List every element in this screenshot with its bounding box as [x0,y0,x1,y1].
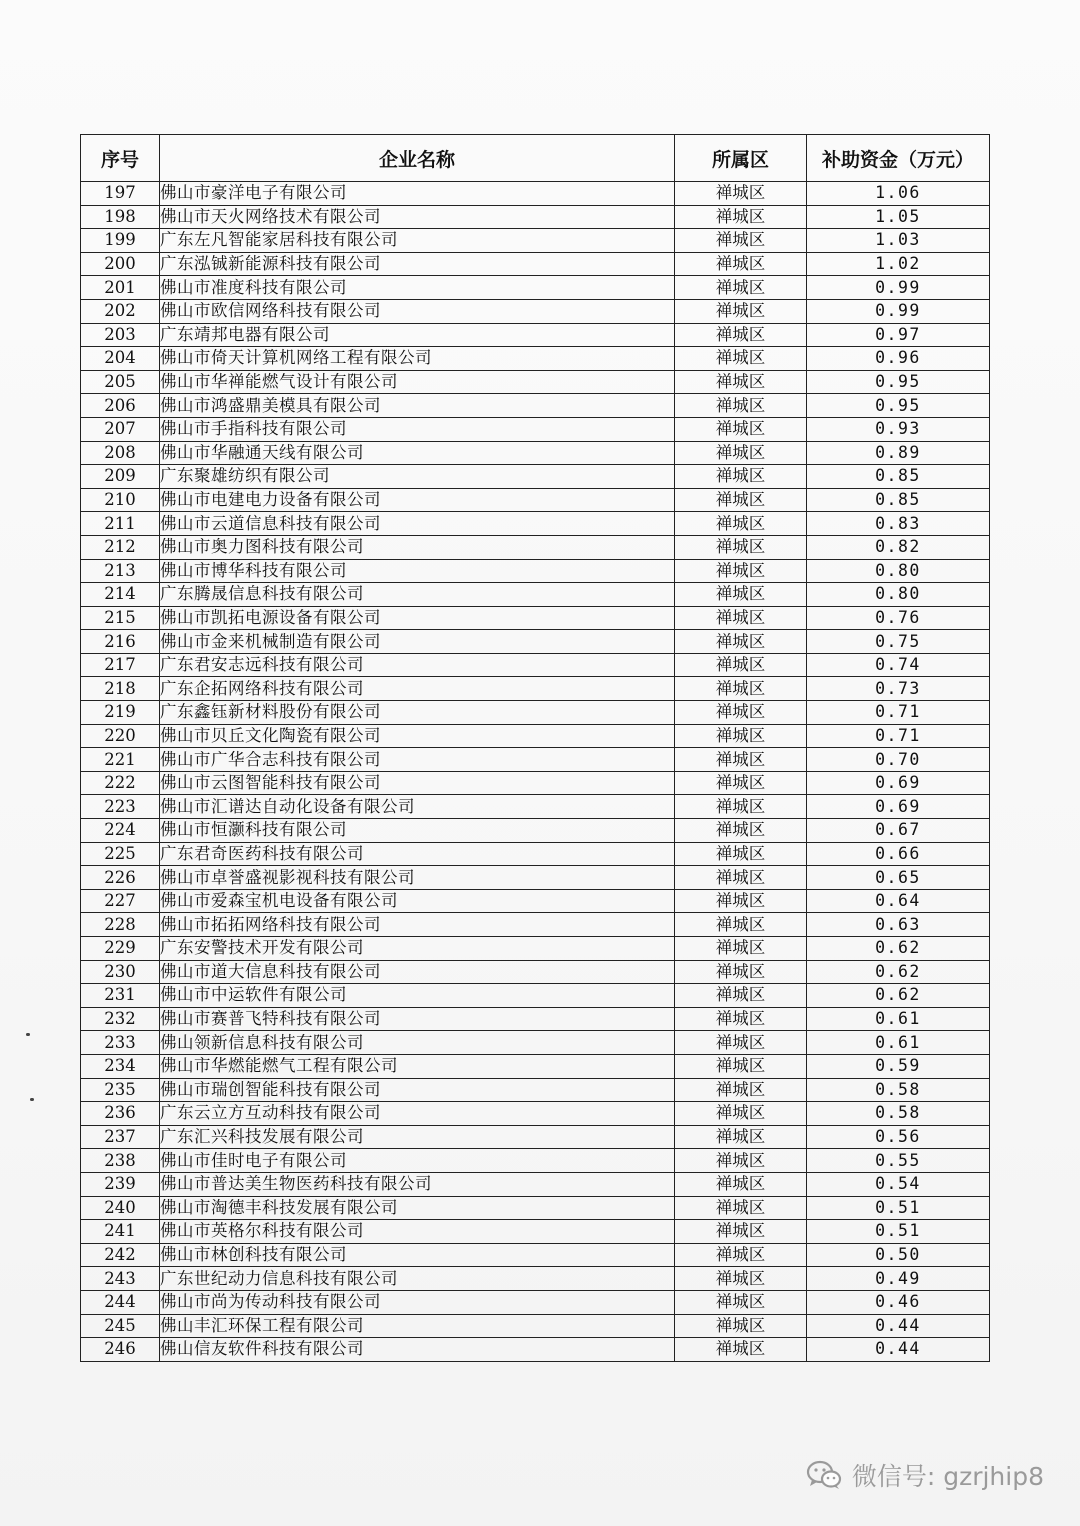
row-company-name: 佛山信友软件科技有限公司 [160,1338,675,1362]
row-no: 221 [81,748,160,772]
row-no: 241 [81,1220,160,1244]
row-amount: 1.05 [807,205,990,229]
table-row [81,1054,990,1078]
row-no: 226 [81,866,160,890]
row-amount: 0.89 [807,441,990,465]
row-district: 禅城区 [675,559,807,583]
table-row [81,465,990,489]
table-header-row [81,135,990,182]
table-row [81,866,990,890]
row-amount: 0.97 [807,323,990,347]
row-district: 禅城区 [675,889,807,913]
table-row [81,583,990,607]
table-row [81,1290,990,1314]
row-company-name: 佛山市奥力图科技有限公司 [160,535,675,559]
row-company-name: 佛山市佳时电子有限公司 [160,1149,675,1173]
table-row [81,1314,990,1338]
row-amount: 0.83 [807,512,990,536]
row-district: 禅城区 [675,299,807,323]
row-amount: 0.99 [807,276,990,300]
row-company-name: 佛山市广华合志科技有限公司 [160,748,675,772]
row-amount: 0.49 [807,1267,990,1291]
row-amount: 0.71 [807,701,990,725]
header-no: 序号 [81,135,160,182]
row-no: 218 [81,677,160,701]
row-district: 禅城区 [675,1196,807,1220]
row-amount: 0.73 [807,677,990,701]
table-row [81,701,990,725]
row-amount: 0.66 [807,842,990,866]
row-amount: 1.02 [807,252,990,276]
scan-speck [30,1098,34,1101]
row-company-name: 广东安警技术开发有限公司 [160,937,675,961]
row-amount: 0.95 [807,370,990,394]
row-amount: 0.50 [807,1243,990,1267]
row-amount: 0.51 [807,1196,990,1220]
row-district: 禅城区 [675,1267,807,1291]
row-no: 231 [81,984,160,1008]
table-row [81,347,990,371]
table-row [81,559,990,583]
row-district: 禅城区 [675,1243,807,1267]
row-company-name: 广东左凡智能家居科技有限公司 [160,229,675,253]
row-district: 禅城区 [675,441,807,465]
row-district: 禅城区 [675,205,807,229]
table-row [81,913,990,937]
row-district: 禅城区 [675,1102,807,1126]
row-no: 201 [81,276,160,300]
table-row [81,795,990,819]
row-district: 禅城区 [675,512,807,536]
table-row [81,1125,990,1149]
row-amount: 0.61 [807,1031,990,1055]
row-amount: 0.85 [807,465,990,489]
row-district: 禅城区 [675,394,807,418]
row-amount: 0.69 [807,795,990,819]
header-amount: 补助资金（万元） [807,135,990,182]
table-row [81,1172,990,1196]
row-company-name: 佛山市尚为传动科技有限公司 [160,1290,675,1314]
row-company-name: 佛山市倚天计算机网络工程有限公司 [160,347,675,371]
table-row [81,653,990,677]
row-no: 246 [81,1338,160,1362]
row-district: 禅城区 [675,771,807,795]
row-amount: 0.85 [807,488,990,512]
row-no: 243 [81,1267,160,1291]
row-amount: 0.58 [807,1102,990,1126]
row-company-name: 佛山市云道信息科技有限公司 [160,512,675,536]
row-amount: 0.76 [807,606,990,630]
table-body [81,182,990,1362]
row-amount: 0.67 [807,819,990,843]
row-no: 229 [81,937,160,961]
table-row [81,819,990,843]
row-no: 224 [81,819,160,843]
row-no: 202 [81,299,160,323]
header-district: 所属区 [675,135,807,182]
row-no: 220 [81,724,160,748]
row-no: 223 [81,795,160,819]
row-district: 禅城区 [675,748,807,772]
header-company-name: 企业名称 [160,135,675,182]
row-company-name: 佛山市华禅能燃气设计有限公司 [160,370,675,394]
row-no: 215 [81,606,160,630]
row-amount: 1.03 [807,229,990,253]
table-row [81,205,990,229]
row-amount: 0.44 [807,1314,990,1338]
row-amount: 0.99 [807,299,990,323]
row-company-name: 广东腾晟信息科技有限公司 [160,583,675,607]
row-district: 禅城区 [675,465,807,489]
row-amount: 0.75 [807,630,990,654]
table-row [81,1196,990,1220]
wechat-icon [806,1460,842,1490]
row-company-name: 佛山市林创科技有限公司 [160,1243,675,1267]
table-row [81,417,990,441]
row-no: 198 [81,205,160,229]
table-row [81,370,990,394]
row-amount: 0.69 [807,771,990,795]
row-no: 204 [81,347,160,371]
table-row [81,724,990,748]
row-district: 禅城区 [675,1054,807,1078]
row-district: 禅城区 [675,960,807,984]
row-amount: 0.62 [807,984,990,1008]
row-district: 禅城区 [675,1125,807,1149]
row-amount: 0.62 [807,960,990,984]
row-amount: 0.51 [807,1220,990,1244]
row-amount: 0.70 [807,748,990,772]
row-no: 211 [81,512,160,536]
row-district: 禅城区 [675,677,807,701]
table-row [81,488,990,512]
row-district: 禅城区 [675,276,807,300]
row-amount: 0.65 [807,866,990,890]
row-amount: 0.80 [807,583,990,607]
row-amount: 0.62 [807,937,990,961]
row-no: 227 [81,889,160,913]
row-no: 214 [81,583,160,607]
table-row [81,1267,990,1291]
row-company-name: 广东君奇医药科技有限公司 [160,842,675,866]
table-row [81,1338,990,1362]
row-district: 禅城区 [675,535,807,559]
row-no: 203 [81,323,160,347]
table-row [81,606,990,630]
row-district: 禅城区 [675,1290,807,1314]
row-no: 205 [81,370,160,394]
row-no: 219 [81,701,160,725]
row-district: 禅城区 [675,182,807,206]
row-company-name: 佛山市手指科技有限公司 [160,417,675,441]
row-no: 225 [81,842,160,866]
row-no: 199 [81,229,160,253]
row-district: 禅城区 [675,1314,807,1338]
row-company-name: 佛山市凯拓电源设备有限公司 [160,606,675,630]
row-no: 200 [81,252,160,276]
row-amount: 0.93 [807,417,990,441]
row-company-name: 佛山市爱森宝机电设备有限公司 [160,889,675,913]
row-amount: 0.59 [807,1054,990,1078]
row-no: 208 [81,441,160,465]
table-row [81,771,990,795]
row-company-name: 佛山市贝丘文化陶瓷有限公司 [160,724,675,748]
row-amount: 0.56 [807,1125,990,1149]
row-no: 233 [81,1031,160,1055]
row-amount: 0.71 [807,724,990,748]
row-district: 禅城区 [675,842,807,866]
row-no: 235 [81,1078,160,1102]
subsidy-table [80,134,990,1362]
table-row [81,630,990,654]
row-no: 197 [81,182,160,206]
row-district: 禅城区 [675,488,807,512]
row-no: 206 [81,394,160,418]
row-company-name: 佛山市博华科技有限公司 [160,559,675,583]
row-no: 216 [81,630,160,654]
watermark-text: 微信号: gzrjhip8 [851,1462,1044,1491]
scan-speck [26,1033,30,1036]
row-company-name: 佛山市金来机械制造有限公司 [160,630,675,654]
table-row [81,323,990,347]
row-company-name: 佛山市淘德丰科技发展有限公司 [160,1196,675,1220]
table-row [81,937,990,961]
row-company-name: 佛山市卓誉盛视影视科技有限公司 [160,866,675,890]
row-company-name: 佛山市欧信网络科技有限公司 [160,299,675,323]
table-row [81,182,990,206]
table-row [81,299,990,323]
row-company-name: 佛山市英格尔科技有限公司 [160,1220,675,1244]
row-no: 240 [81,1196,160,1220]
row-district: 禅城区 [675,913,807,937]
row-amount: 1.06 [807,182,990,206]
row-district: 禅城区 [675,229,807,253]
row-amount: 0.63 [807,913,990,937]
row-company-name: 广东鑫钰新材料股份有限公司 [160,701,675,725]
row-no: 238 [81,1149,160,1173]
row-company-name: 佛山市天火网络技术有限公司 [160,205,675,229]
row-amount: 0.46 [807,1290,990,1314]
table-row [81,677,990,701]
row-company-name: 佛山市准度科技有限公司 [160,276,675,300]
row-company-name: 广东君安志远科技有限公司 [160,653,675,677]
row-district: 禅城区 [675,347,807,371]
table-row [81,535,990,559]
row-no: 212 [81,535,160,559]
row-district: 禅城区 [675,583,807,607]
row-district: 禅城区 [675,1149,807,1173]
row-company-name: 佛山市拓拓网络科技有限公司 [160,913,675,937]
table-row [81,1078,990,1102]
row-no: 222 [81,771,160,795]
row-company-name: 佛山市华燃能燃气工程有限公司 [160,1054,675,1078]
table-row [81,1149,990,1173]
row-company-name: 佛山丰汇环保工程有限公司 [160,1314,675,1338]
row-amount: 0.58 [807,1078,990,1102]
table-row [81,889,990,913]
table-row [81,512,990,536]
row-company-name: 广东聚雄纺织有限公司 [160,465,675,489]
row-amount: 0.74 [807,653,990,677]
table-row [81,229,990,253]
table-row [81,1102,990,1126]
row-no: 242 [81,1243,160,1267]
row-no: 209 [81,465,160,489]
row-amount: 0.82 [807,535,990,559]
row-company-name: 广东泓铖新能源科技有限公司 [160,252,675,276]
row-company-name: 佛山领新信息科技有限公司 [160,1031,675,1055]
row-amount: 0.80 [807,559,990,583]
row-amount: 0.64 [807,889,990,913]
row-amount: 0.54 [807,1172,990,1196]
row-no: 232 [81,1007,160,1031]
row-company-name: 佛山市电建电力设备有限公司 [160,488,675,512]
row-amount: 0.61 [807,1007,990,1031]
row-district: 禅城区 [675,653,807,677]
row-district: 禅城区 [675,795,807,819]
row-company-name: 佛山市豪洋电子有限公司 [160,182,675,206]
row-no: 230 [81,960,160,984]
row-district: 禅城区 [675,724,807,748]
table-row [81,748,990,772]
row-amount: 0.95 [807,394,990,418]
row-no: 228 [81,913,160,937]
row-district: 禅城区 [675,984,807,1008]
row-no: 245 [81,1314,160,1338]
row-no: 213 [81,559,160,583]
row-company-name: 广东企拓网络科技有限公司 [160,677,675,701]
row-district: 禅城区 [675,819,807,843]
row-company-name: 佛山市瑞创智能科技有限公司 [160,1078,675,1102]
row-company-name: 佛山市中运软件有限公司 [160,984,675,1008]
table-row [81,252,990,276]
row-district: 禅城区 [675,866,807,890]
table-row [81,960,990,984]
row-company-name: 佛山市恒灏科技有限公司 [160,819,675,843]
row-company-name: 广东汇兴科技发展有限公司 [160,1125,675,1149]
row-no: 207 [81,417,160,441]
wechat-watermark [806,1455,1044,1495]
row-no: 237 [81,1125,160,1149]
row-no: 217 [81,653,160,677]
row-district: 禅城区 [675,1338,807,1362]
row-district: 禅城区 [675,323,807,347]
table-row [81,984,990,1008]
row-company-name: 佛山市华融通天线有限公司 [160,441,675,465]
row-company-name: 佛山市汇谱达自动化设备有限公司 [160,795,675,819]
table-row [81,1031,990,1055]
row-amount: 0.96 [807,347,990,371]
row-district: 禅城区 [675,1031,807,1055]
table-row [81,394,990,418]
row-district: 禅城区 [675,252,807,276]
row-company-name: 佛山市云图智能科技有限公司 [160,771,675,795]
table-row [81,842,990,866]
row-company-name: 佛山市鸿盛鼎美模具有限公司 [160,394,675,418]
row-district: 禅城区 [675,1172,807,1196]
row-no: 244 [81,1290,160,1314]
row-district: 禅城区 [675,370,807,394]
row-company-name: 广东云立方互动科技有限公司 [160,1102,675,1126]
table-row [81,1007,990,1031]
row-company-name: 佛山市道大信息科技有限公司 [160,960,675,984]
row-district: 禅城区 [675,937,807,961]
row-district: 禅城区 [675,606,807,630]
row-amount: 0.55 [807,1149,990,1173]
row-district: 禅城区 [675,417,807,441]
row-district: 禅城区 [675,630,807,654]
row-district: 禅城区 [675,1078,807,1102]
table-row [81,1243,990,1267]
row-no: 239 [81,1172,160,1196]
row-no: 210 [81,488,160,512]
row-no: 234 [81,1054,160,1078]
row-no: 236 [81,1102,160,1126]
row-district: 禅城区 [675,1220,807,1244]
table-row [81,1220,990,1244]
row-district: 禅城区 [675,701,807,725]
row-company-name: 广东靖邦电器有限公司 [160,323,675,347]
row-company-name: 广东世纪动力信息科技有限公司 [160,1267,675,1291]
table-row [81,276,990,300]
row-amount: 0.44 [807,1338,990,1362]
row-company-name: 佛山市普达美生物医药科技有限公司 [160,1172,675,1196]
row-district: 禅城区 [675,1007,807,1031]
table-row [81,441,990,465]
row-company-name: 佛山市赛普飞特科技有限公司 [160,1007,675,1031]
